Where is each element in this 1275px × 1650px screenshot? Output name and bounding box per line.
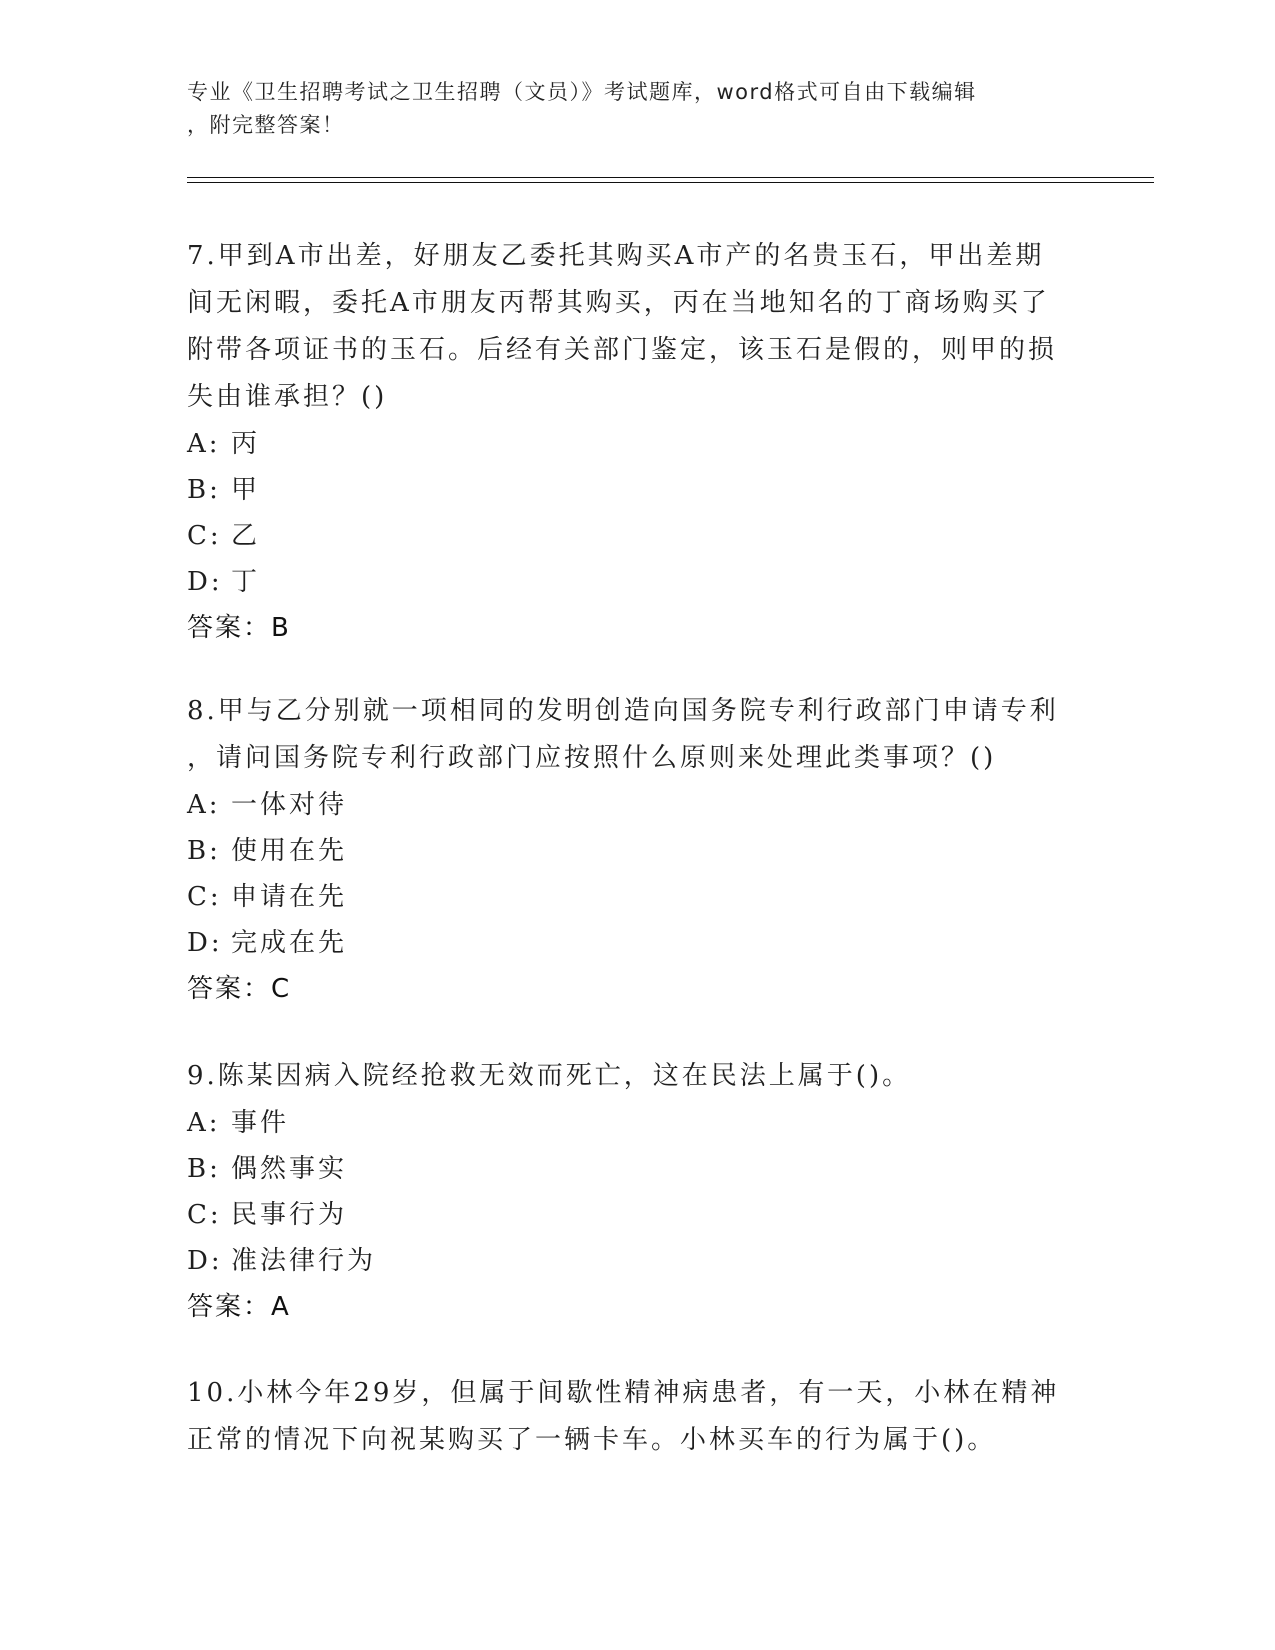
option-label: A:	[187, 790, 221, 820]
question-stem	[187, 1370, 1067, 1464]
option-label: B:	[187, 475, 221, 505]
option-b	[187, 1146, 1067, 1192]
answer: 答案：A	[187, 1292, 291, 1322]
option-a	[187, 1100, 1067, 1146]
option-label: B:	[187, 836, 221, 866]
option-label: D:	[187, 1246, 223, 1276]
option-label: B:	[187, 1154, 221, 1184]
option-text: 一体对待	[231, 790, 348, 820]
header-line-1: 专业《卫生招聘考试之卫生招聘（文员）》考试题库，word格式可自由下载编辑	[187, 80, 977, 104]
option-text: 民事行为	[231, 1200, 348, 1230]
stem-line: 9.陈某因病入院经抢救无效而死亡，这在民法上属于()。	[187, 1061, 912, 1091]
option-label: D:	[187, 567, 223, 597]
option-c	[187, 874, 1067, 920]
option-text: 完成在先	[231, 928, 348, 958]
header-divider-top	[187, 177, 1154, 178]
question-stem	[187, 688, 1067, 782]
option-text: 使用在先	[231, 836, 348, 866]
stem-line: 间无闲暇，委托A市朋友丙帮其购买，丙在当地知名的丁商场购买了	[187, 288, 1050, 318]
question-7	[187, 233, 1067, 651]
stem-line: 失由谁承担？()	[187, 382, 388, 412]
option-text: 准法律行为	[231, 1246, 377, 1276]
option-c	[187, 513, 1067, 559]
option-d	[187, 920, 1067, 966]
option-label: A:	[187, 429, 221, 459]
option-text: 乙	[231, 521, 261, 551]
option-a	[187, 421, 1067, 467]
option-text: 甲	[231, 475, 261, 505]
question-10	[187, 1370, 1067, 1464]
option-label: D:	[187, 928, 223, 958]
stem-line: 附带各项证书的玉石。后经有关部门鉴定，该玉石是假的，则甲的损	[187, 335, 1058, 365]
option-text: 申请在先	[231, 882, 348, 912]
option-text: 偶然事实	[231, 1154, 348, 1184]
stem-line: 10.小林今年29岁，但属于间歇性精神病患者，有一天，小林在精神	[187, 1378, 1060, 1408]
option-label: C:	[187, 882, 222, 912]
option-text: 丁	[231, 567, 261, 597]
header-divider-bottom	[187, 182, 1154, 183]
question-8	[187, 688, 1067, 1012]
header-line-2: ，附完整答案！	[187, 113, 345, 137]
stem-line: 7.甲到A市出差，好朋友乙委托其购买A市产的名贵玉石，甲出差期	[187, 241, 1045, 271]
stem-line: 正常的情况下向祝某购买了一辆卡车。小林买车的行为属于()。	[187, 1425, 997, 1455]
question-stem	[187, 1053, 1067, 1100]
answer: 答案：C	[187, 974, 292, 1004]
option-c	[187, 1192, 1067, 1238]
question-stem	[187, 233, 1067, 421]
option-label: A:	[187, 1108, 221, 1138]
question-9	[187, 1053, 1067, 1330]
option-d	[187, 559, 1067, 605]
document-header	[187, 76, 1087, 142]
option-a	[187, 782, 1067, 828]
option-text: 事件	[231, 1108, 290, 1138]
option-b	[187, 467, 1067, 513]
option-label: C:	[187, 1200, 222, 1230]
stem-line: 8.甲与乙分别就一项相同的发明创造向国务院专利行政部门申请专利	[187, 696, 1059, 726]
option-d	[187, 1238, 1067, 1284]
option-label: C:	[187, 521, 222, 551]
option-b	[187, 828, 1067, 874]
option-text: 丙	[231, 429, 261, 459]
stem-line: ，请问国务院专利行政部门应按照什么原则来处理此类事项？()	[187, 743, 997, 773]
answer: 答案：B	[187, 613, 291, 643]
